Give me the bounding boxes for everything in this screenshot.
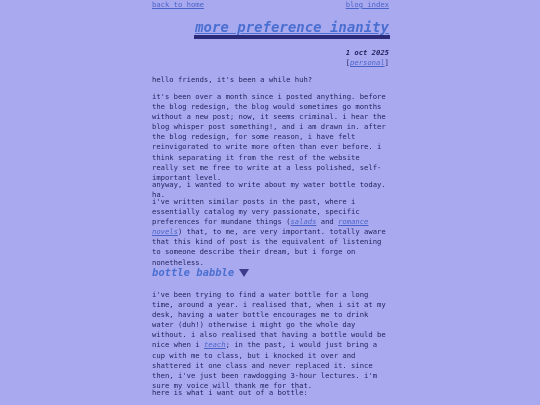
paragraph-similar-posts (152, 197, 389, 268)
paragraph-bottle-search (152, 290, 389, 391)
paragraph-topic: anyway, i wanted to write about my water bottle today. ha. (152, 180, 386, 200)
post-tag: [personal] (345, 58, 389, 67)
section-heading-text: bottle babble (152, 267, 235, 279)
post-date: 1 oct 2025 (345, 48, 389, 57)
text-segment: i've been trying to find a water bottle for a long time, around a year. i realised that, when i sit at my desk, having a water bottle encourages me to drink water (duh!) otherwise i might go the whole day without. i also realised that having a bottle would be nice when i (152, 290, 386, 350)
blog-index-link[interactable]: blog index (345, 0, 389, 9)
post-title: more preference inanity (195, 20, 389, 36)
paragraph-greeting: hello friends, it's been a while huh? (152, 75, 313, 84)
salads-link[interactable]: salads (290, 217, 317, 227)
text-segment: i've written similar posts in the past, where i essentially catalog my very passionate, specific preferences for mundane things ( (152, 197, 360, 227)
text-segment: and (316, 217, 339, 227)
tag-link-personal[interactable]: personal (350, 58, 385, 67)
back-to-home-link[interactable]: back to home (152, 0, 204, 9)
post-body (152, 0, 389, 405)
paragraph-wants: here is what i want out of a bottle: (152, 388, 308, 397)
paragraph-absence: it's been over a month since i posted anything. before the blog redesign, the blog would sometimes go months without a new post; now, it seems criminal. i hear the blog whisper post something!, and i am drawn in. after the blog redesign, for some reason, i have felt reinvigorated to write more often than ever before. i think separating it from the rest of the website really set me free to write at a less polished, self-important level. (152, 92, 386, 182)
romance-novels-link[interactable]: romance novels (152, 217, 369, 237)
text-segment: ) that, to me, are very important. totally aware that this kind of post is the equivalent of listening to someone describe their dream, but i forge on nonetheless. (152, 227, 386, 267)
teach-link[interactable]: teach (203, 340, 226, 350)
section-heading (152, 267, 249, 280)
text-segment: ; in the past, i would just bring a cup with me to class, but i knocked it over and shattered it one class and never replaced it. since then, i've just been rawdogging 3-hour lectures. i'm sure my voice will thank me for that. (152, 340, 378, 390)
triangle-down-icon (239, 269, 249, 277)
